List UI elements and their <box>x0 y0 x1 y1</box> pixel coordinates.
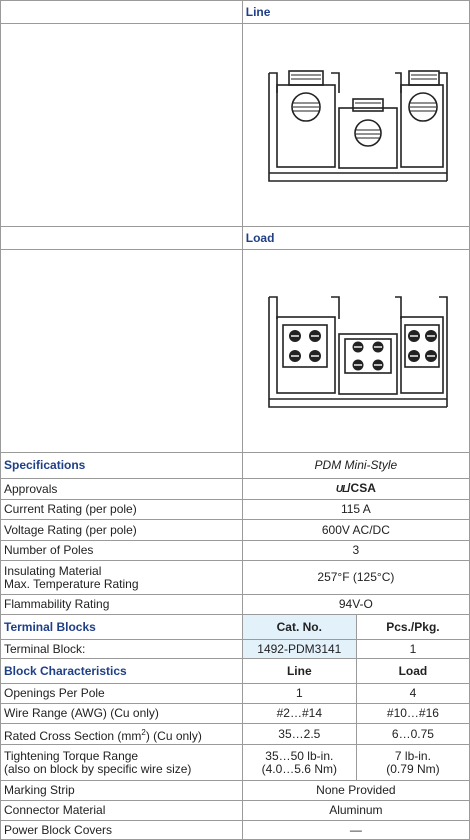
load-terminal-block-drawing <box>261 289 451 414</box>
cross-section-line: 35…2.5 <box>242 724 356 745</box>
spec-label-voltage: Voltage Rating (per pole) <box>1 520 243 541</box>
line-column-header: Line <box>242 659 356 684</box>
terminal-block-label: Terminal Block: <box>1 640 243 659</box>
cross-section-label-pre: Rated Cross Section (mm <box>4 728 142 743</box>
torque-label <box>1 745 243 781</box>
specifications-model: PDM Mini-Style <box>242 453 469 479</box>
connector-material-label: Connector Material <box>1 801 243 821</box>
load-header-blank <box>1 227 243 250</box>
spec-value-current: 115 A <box>242 500 469 520</box>
torque-load-nm: (0.79 Nm) <box>386 761 440 776</box>
power-block-covers-label: Power Block Covers <box>1 821 243 840</box>
wire-range-load: #10…#16 <box>356 704 469 724</box>
spec-value-temperature: 257°F (125°C) <box>242 561 469 595</box>
spec-label-insulating <box>1 561 243 595</box>
terminal-blocks-title: Terminal Blocks <box>1 615 243 640</box>
torque-load-lbin: 7 lb-in. <box>394 748 431 763</box>
spec-label-flammability: Flammability Rating <box>1 595 243 615</box>
spec-value-flammability: 94V-O <box>242 595 469 615</box>
approvals-text: /CSA <box>347 481 376 495</box>
line-header-blank <box>1 1 243 24</box>
block-characteristics-title: Block Characteristics <box>1 659 243 684</box>
torque-label-line2: (also on block by specific wire size) <box>4 761 192 776</box>
torque-load <box>356 745 469 781</box>
ul-certification-mark: UL <box>335 484 348 495</box>
specifications-title: Specifications <box>1 453 243 479</box>
line-title: Line <box>242 1 469 24</box>
openings-load: 4 <box>356 684 469 704</box>
line-terminal-block-drawing <box>261 63 451 188</box>
torque-line <box>242 745 356 781</box>
connector-material-value: Aluminum <box>242 801 469 821</box>
pcs-pkg-value: 1 <box>356 640 469 659</box>
line-image-cell <box>242 24 469 227</box>
cat-no-header: Cat. No. <box>242 615 356 640</box>
wire-range-label: Wire Range (AWG) (Cu only) <box>1 704 243 724</box>
cross-section-label-sup: 2 <box>141 727 146 737</box>
cross-section-label-post: ) (Cu only) <box>145 728 202 743</box>
load-image-blank <box>1 250 243 453</box>
spec-label-insulating-line1: Insulating Material <box>4 563 102 578</box>
pcs-pkg-header: Pcs./Pkg. <box>356 615 469 640</box>
spec-value-approvals <box>242 479 469 500</box>
spec-value-poles: 3 <box>242 541 469 561</box>
spec-label-insulating-line2: Max. Temperature Rating <box>4 576 139 591</box>
spec-label-poles: Number of Poles <box>1 541 243 561</box>
wire-range-line: #2…#14 <box>242 704 356 724</box>
torque-label-line1: Tightening Torque Range <box>4 748 139 763</box>
spec-label-current: Current Rating (per pole) <box>1 500 243 520</box>
load-column-header: Load <box>356 659 469 684</box>
line-image-blank <box>1 24 243 227</box>
spec-value-voltage: 600V AC/DC <box>242 520 469 541</box>
power-block-covers-value: — <box>242 821 469 840</box>
openings-line: 1 <box>242 684 356 704</box>
cross-section-label <box>1 724 243 745</box>
torque-line-nm: (4.0…5.6 Nm) <box>261 761 337 776</box>
load-title: Load <box>242 227 469 250</box>
load-image-cell <box>242 250 469 453</box>
cat-no-value[interactable]: 1492-PDM3141 <box>242 640 356 659</box>
cross-section-load: 6…0.75 <box>356 724 469 745</box>
spec-label-approvals: Approvals <box>1 479 243 500</box>
marking-strip-value: None Provided <box>242 781 469 801</box>
openings-label: Openings Per Pole <box>1 684 243 704</box>
torque-line-lbin: 35…50 lb-in. <box>265 748 334 763</box>
marking-strip-label: Marking Strip <box>1 781 243 801</box>
